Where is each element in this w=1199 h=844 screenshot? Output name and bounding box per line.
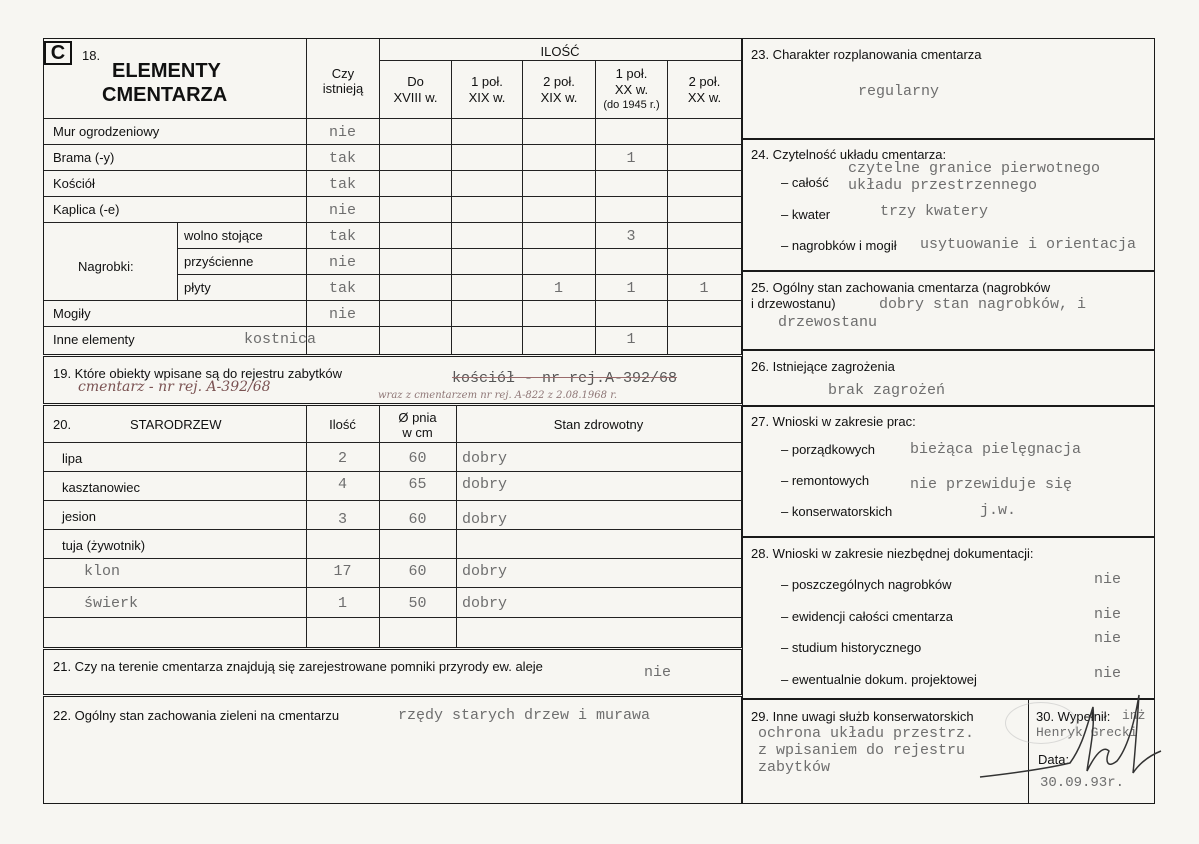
s28-item-1-label: – poszczególnych nagrobków xyxy=(781,577,952,592)
s22-label: 22. Ogólny stan zachowania zieleni na cmentarzu xyxy=(53,708,340,723)
period-5-a: 2 poł. xyxy=(688,74,721,89)
s27-label: 27. Wnioski w zakresie prac: xyxy=(751,414,916,429)
s30-name-1: inż xyxy=(1122,708,1146,723)
period-1-b: XVIII w. xyxy=(393,90,438,105)
s20-h0 xyxy=(44,442,741,443)
s30-name-2: Henryk Grecki xyxy=(1036,725,1138,740)
s18-number: 18. xyxy=(82,48,101,63)
s25-label-2: i drzewostanu) xyxy=(751,296,836,311)
row-wolno-exists: tak xyxy=(328,228,356,245)
row-line-8 xyxy=(44,326,741,327)
tree-swierk-diam: 50 xyxy=(408,595,427,612)
row-plyty-p3: 1 xyxy=(553,280,563,297)
row-wolno-label: wolno stojące xyxy=(184,228,263,243)
s21-label: 21. Czy na terenie cmentarza znajdują się zarejestrowane pomniki przyrody ew. aleje xyxy=(53,659,543,674)
s30-label: 30. Wypełnił: xyxy=(1036,709,1111,724)
tree-klon-name: klon xyxy=(84,563,121,580)
tree-swierk-health: dobry xyxy=(462,595,508,612)
s20-col-health: Stan zdrowotny xyxy=(553,417,644,432)
s29-value-3: zabytków xyxy=(758,759,831,776)
tree-lipa-diam: 60 xyxy=(408,450,427,467)
row-mogily-exists: nie xyxy=(328,306,356,323)
row-inne-label: Inne elementy xyxy=(53,332,135,347)
s24-nagrobkow-label: – nagrobków i mogił xyxy=(781,238,897,253)
tree-lipa-name: lipa xyxy=(62,451,83,466)
nagrobki-divider xyxy=(177,222,178,300)
s20-h3 xyxy=(44,529,741,530)
tree-kasztanowiec-count: 4 xyxy=(337,476,347,493)
s24-calosc-label: – całość xyxy=(781,175,829,190)
s20-h5 xyxy=(44,587,741,588)
s18-title-1: ELEMENTY xyxy=(112,60,221,82)
s27-item-2-value: nie przewiduje się xyxy=(910,476,1073,493)
s20-col-count: Ilość xyxy=(329,417,356,432)
s28-item-3-value: nie xyxy=(1094,630,1122,647)
s20-title: STARODRZEW xyxy=(130,417,222,432)
row-line-3 xyxy=(44,196,741,197)
s19-handwritten-1: cmentarz - nr rej. A-392/68 xyxy=(78,379,271,395)
s24-label: 24. Czytelność układu cmentarza: xyxy=(751,147,947,162)
row-kaplica-label: Kaplica (-e) xyxy=(53,202,120,217)
s23-label: 23. Charakter rozplanowania cmentarza xyxy=(751,47,982,62)
row-mogily-label: Mogiły xyxy=(53,306,91,321)
s20-h1 xyxy=(44,471,741,472)
s20-h4 xyxy=(44,558,741,559)
tree-jesion-name: jesion xyxy=(62,509,96,524)
tree-kasztanowiec-diam: 65 xyxy=(408,476,427,493)
tree-lipa-count: 2 xyxy=(337,450,347,467)
s28-item-2-label: – ewidencji całości cmentarza xyxy=(781,609,953,624)
tree-jesion-count: 3 xyxy=(337,511,347,528)
s25-value-2: drzewostanu xyxy=(778,314,878,331)
s25-label-1: 25. Ogólny stan zachowania cmentarza (nagrobków xyxy=(751,280,1051,295)
s27-item-3-label: – konserwatorskich xyxy=(781,504,893,519)
row-plyty-exists: tak xyxy=(328,280,356,297)
s28-item-4-label: – ewentualnie dokum. projektowej xyxy=(781,672,977,687)
row-line-5 xyxy=(177,248,741,249)
row-inne-value: kostnica xyxy=(244,331,317,348)
row-plyty-p4: 1 xyxy=(626,280,636,297)
signature-scribble xyxy=(975,685,1165,795)
row-brama-exists: tak xyxy=(328,150,356,167)
s20-col-diam-2: w cm xyxy=(402,425,433,440)
s28-item-1-value: nie xyxy=(1094,571,1122,588)
tree-lipa-health: dobry xyxy=(462,450,508,467)
s20-col-diam-1: Ø pnia xyxy=(398,410,437,425)
s21-value: nie xyxy=(644,664,672,681)
s29-value-2: z wpisaniem do rejestru xyxy=(758,742,966,759)
tree-jesion-diam: 60 xyxy=(408,511,427,528)
s24-calosc-value-1: czytelne granice pierwotnego xyxy=(848,160,1101,177)
row-wolno-p4: 3 xyxy=(626,228,636,245)
s30-date-label: Data: xyxy=(1038,752,1070,767)
row-plyty-p5: 1 xyxy=(699,280,709,297)
row-line-6 xyxy=(177,274,741,275)
tree-swierk-count: 1 xyxy=(337,595,347,612)
row-inne-p4: 1 xyxy=(626,331,636,348)
s28-item-3-label: – studium historycznego xyxy=(781,640,922,655)
s28-item-2-value: nie xyxy=(1094,606,1122,623)
s20-number: 20. xyxy=(53,417,72,432)
s20-h6 xyxy=(44,617,741,618)
s27-item-1-label: – porządkowych xyxy=(781,442,875,457)
tree-jesion-health: dobry xyxy=(462,511,508,528)
row-mur-label: Mur ogrodzeniowy xyxy=(53,124,160,139)
row-line-2 xyxy=(44,170,741,171)
row-brama-label: Brama (-y) xyxy=(53,150,115,165)
period-3-a: 2 poł. xyxy=(543,74,575,89)
tree-tuja-name: tuja (żywotnik) xyxy=(62,538,146,553)
s28-item-4-value: nie xyxy=(1094,665,1122,682)
s22-value: rzędy starych drzew i murawa xyxy=(398,707,651,724)
tree-swierk-name: świerk xyxy=(84,595,139,612)
row-line-7 xyxy=(44,300,741,301)
s18-header-bottom xyxy=(44,118,741,119)
period-4-c: (do 1945 r.) xyxy=(603,99,660,111)
s24-calosc-value-2: układu przestrzennego xyxy=(848,177,1038,194)
tree-klon-count: 17 xyxy=(333,563,352,580)
tree-klon-diam: 60 xyxy=(408,563,427,580)
tree-kasztanowiec-name: kasztanowiec xyxy=(62,480,141,495)
nagrobki-label: Nagrobki: xyxy=(78,259,134,274)
period-1-a: Do xyxy=(407,74,424,89)
row-przyscienne-exists: nie xyxy=(328,254,356,271)
s27-item-3-value: j.w. xyxy=(980,502,1017,519)
period-2-a: 1 poł. xyxy=(471,74,503,89)
s18-col-exists: Czy istnieją xyxy=(322,66,364,96)
period-3-b: XIX w. xyxy=(540,90,578,105)
row-kosciol-label: Kościół xyxy=(53,176,95,191)
row-plyty-label: płyty xyxy=(184,280,211,295)
s19-label: 19. Które obiekty wpisane są do rejestru zabytków xyxy=(53,366,343,381)
tree-klon-health: dobry xyxy=(462,563,508,580)
s19-handwritten-2: wraz z cmentarzem nr rej. A-822 z 2.08.1968 r. xyxy=(378,390,618,401)
s29-value-1: ochrona układu przestrz. xyxy=(758,725,975,742)
row-mur-exists: nie xyxy=(328,124,356,141)
s19-typed: kościół - nr rej.A-392/68 xyxy=(452,370,678,387)
card-letter: C xyxy=(44,41,72,65)
s26-label: 26. Istniejące zagrożenia xyxy=(751,359,895,374)
row-line-4 xyxy=(44,222,741,223)
period-2-b: XIX w. xyxy=(468,90,506,105)
period-4-b: XX w. xyxy=(614,82,649,97)
s27-item-2-label: – remontowych xyxy=(781,473,870,488)
row-kaplica-exists: nie xyxy=(328,202,356,219)
row-brama-p4: 1 xyxy=(626,150,636,167)
s24-nagrobkow-value: usytuowanie i orientacja xyxy=(920,236,1137,253)
s28-label: 28. Wnioski w zakresie niezbędnej dokumentacji: xyxy=(751,546,1034,561)
s18-ilosc-line xyxy=(379,60,741,61)
s27-item-1-value: bieżąca pielęgnacja xyxy=(910,441,1082,458)
s25-value-1: dobry stan nagrobków, i xyxy=(879,296,1087,313)
s26-value: brak zagrożeń xyxy=(828,382,946,399)
s24-kwater-label: – kwater xyxy=(781,207,831,222)
row-line-1 xyxy=(44,144,741,145)
s20-h2 xyxy=(44,500,741,501)
s29-label: 29. Inne uwagi służb konserwatorskich xyxy=(751,709,974,724)
s18-col-count: ILOŚĆ xyxy=(540,44,580,59)
row-kosciol-exists: tak xyxy=(328,176,356,193)
tree-kasztanowiec-health: dobry xyxy=(462,476,508,493)
s23-value: regularny xyxy=(858,83,940,100)
row-przyscienne-label: przyścienne xyxy=(184,254,254,269)
period-5-b: XX w. xyxy=(687,90,722,105)
s24-kwater-value: trzy kwatery xyxy=(880,203,989,220)
s30-date: 30.09.93r. xyxy=(1040,775,1125,791)
s18-title-2: CMENTARZA xyxy=(102,84,228,106)
period-4-a: 1 poł. xyxy=(615,66,648,81)
